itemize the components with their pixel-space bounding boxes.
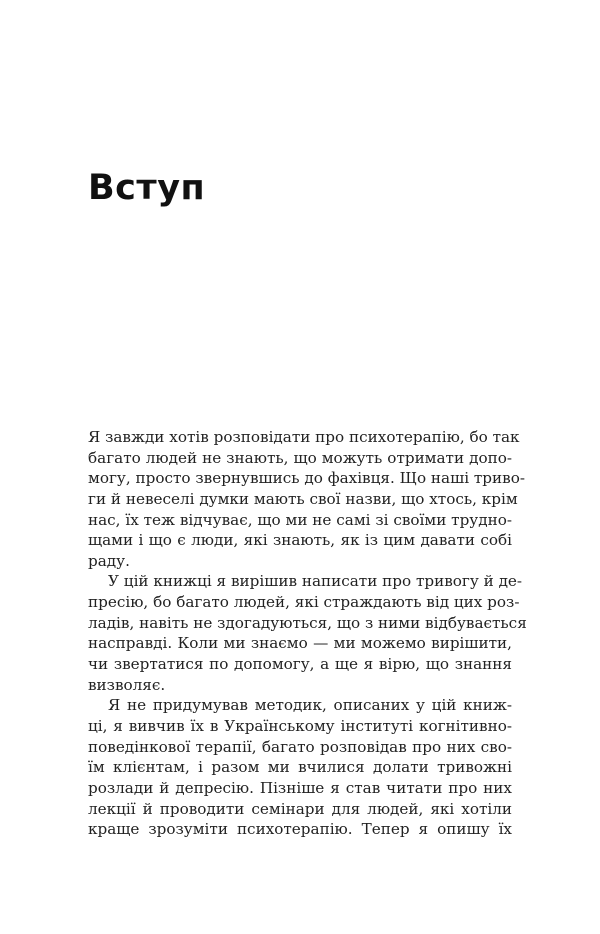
text-line: розлади й депресію. Пізніше я став читати про них	[88, 778, 512, 797]
text-line: багато людей не знають, що можуть отримати допо-	[88, 448, 512, 467]
text-line: чи звертатися по допомогу, а ще я вірю, що знання	[88, 655, 512, 674]
text-line: щами і що є люди, які знають, як із цим давати собі	[88, 531, 512, 550]
paragraph-1	[88, 427, 525, 571]
text-line: Я завжди хотів розповідати про психотерапію, бо так	[88, 428, 520, 446]
text-line: пресію, бо багато людей, які страждають від цих роз-	[88, 593, 520, 612]
text-line: раду.	[88, 551, 130, 570]
text-line: ці, я вивчив їх в Українському інституті когнітивно-	[88, 716, 512, 735]
text-line: лекції й проводити семінари для людей, які хотіли	[88, 799, 512, 818]
text-line: поведінкової терапії, багато розповідав про них сво-	[88, 737, 512, 756]
text-line: ги й невеселі думки мають свої назви, що хтось, крім	[88, 489, 518, 508]
text-line: Я не придумував методик, описаних у цій книж-	[108, 696, 512, 715]
text-line: насправді. Коли ми знаємо — ми можемо вирішити,	[88, 634, 512, 653]
body-text	[88, 427, 527, 840]
text-line: нас, їх теж відчуває, що ми не самі зі своїми трудно-	[88, 510, 512, 529]
text-line: могу, просто звернувшись до фахівця. Що наші триво-	[88, 469, 525, 488]
text-line: краще зрозуміти психотерапію. Тепер я опишу їх	[88, 820, 512, 839]
chapter-title: Вступ	[88, 168, 206, 208]
paragraph-3	[88, 695, 512, 839]
paragraph-2	[88, 571, 527, 695]
text-line: їм клієнтам, і разом ми вчилися долати тривожні	[88, 758, 512, 777]
text-line: ладів, навіть не здогадуються, що з ними відбувається	[88, 613, 527, 632]
text-line: У цій книжці я вирішив написати про тривогу й де-	[108, 572, 523, 591]
text-line: визволяє.	[88, 675, 166, 694]
